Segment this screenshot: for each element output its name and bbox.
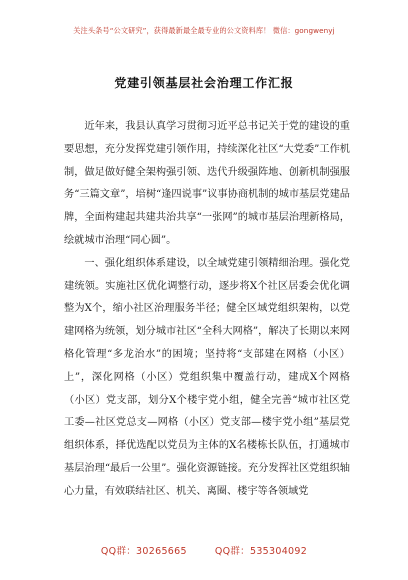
qq-group-2: QQ群：535304092	[214, 546, 308, 557]
paragraph-intro: 近年来，我县认真学习贯彻习近平总书记关于党的建设的重要思想，充分发挥党建引领作用，持续深化社区“大党委”工作机制，做足做好健全架构强引领、迭代升级强阵地、创新机制强服务“三篇文章”，培树“逢四说事”议事协商机制的城市基层党建品牌，全面构建起共建共治共享“一张网”的城市基层治理新格局，绘就城市治理“同心圆”。	[64, 121, 350, 246]
footer-contact	[0, 543, 408, 557]
document-body	[64, 116, 350, 504]
paragraph-section-one: 一、强化组织体系建设，以全域党建引领精细治理。强化党建统领。实施社区优化调整行动，逐步将X个社区居委会优化调整为X个，缩小社区治理服务半径；健全区域党组织架构，以党建网格为统领，划分城市社区“全科大网格”，解决了长期以来网格化管理“多龙治水”的困境；坚持将“支部建在网格（小区）上”，深化网格（小区）党组织集中覆盖行动，建成X个网格（小区）党支部，划分X个楼宇党小组，健全完善“城市社区党工委—社区党总支—网格（小区）党支部—楼宇党小组”基层党组织体系，择优选配以党员为主体的X名楼栋长队伍，打通城市基层治理“最后一公里”。强化资源链接。充分发挥社区党组织轴心力量，有效联结社区、机关、离圈、楼宇等各领域党	[64, 257, 350, 497]
qq-group-1: QQ群：30265665	[100, 546, 187, 557]
header-promo-note: 关注头条号“公文研究”，获得最新最全最专业的公文资料库！ 微信：gongwenyj	[73, 26, 335, 35]
document-title: 党建引领基层社会治理工作汇报	[114, 76, 294, 90]
